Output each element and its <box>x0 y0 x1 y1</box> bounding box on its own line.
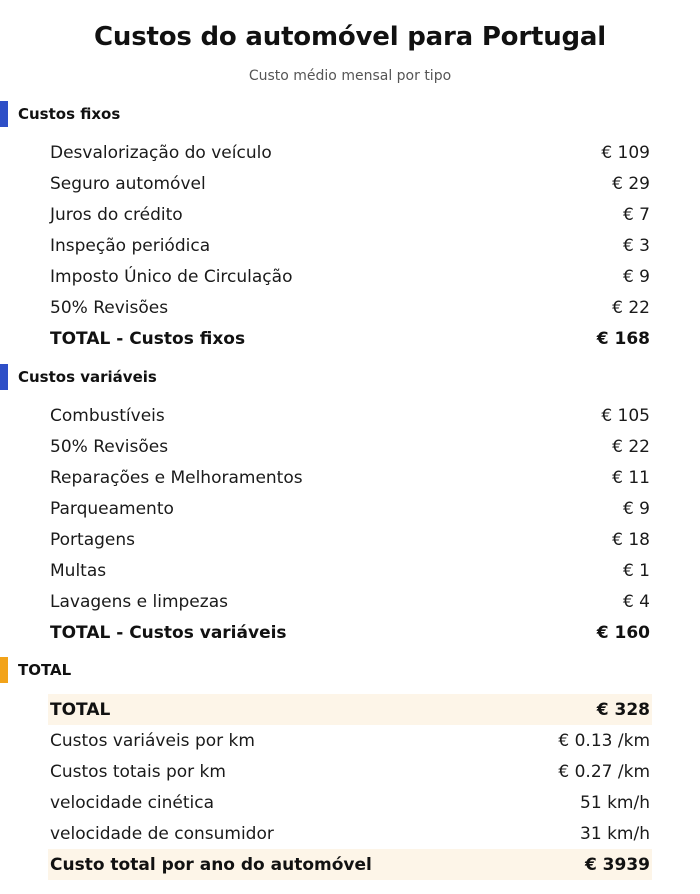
row-label: Combustíveis <box>50 405 165 426</box>
cost-row <box>48 493 652 524</box>
cost-row <box>48 586 652 617</box>
row-label: Multas <box>50 560 107 581</box>
row-value: € 3 <box>622 235 650 256</box>
row-value: € 29 <box>612 173 650 194</box>
total-row-fixed <box>48 323 652 354</box>
summary-row <box>48 725 652 756</box>
row-value: € 105 <box>601 405 650 426</box>
section-label: Custos fixos <box>18 105 121 123</box>
row-value: € 0.27 /km <box>558 761 650 782</box>
row-value: € 9 <box>622 498 650 519</box>
row-label: Desvalorização do veículo <box>50 142 272 163</box>
row-value: € 109 <box>601 142 650 163</box>
section-header-fixed <box>0 101 120 127</box>
row-label: Custos totais por km <box>50 761 226 782</box>
row-label: Portagens <box>50 529 135 550</box>
page-title: Custos do automóvel para Portugal <box>94 22 606 52</box>
grand-total-row <box>48 694 652 725</box>
row-label: Imposto Único de Circulação <box>50 266 293 287</box>
cost-row <box>48 137 652 168</box>
row-label: 50% Revisões <box>50 436 169 457</box>
row-value: € 7 <box>622 204 650 225</box>
summary-row <box>48 818 652 849</box>
row-label: Juros do crédito <box>50 204 183 225</box>
cost-row <box>48 462 652 493</box>
row-value: € 1 <box>622 560 650 581</box>
row-label: Lavagens e limpezas <box>50 591 228 612</box>
row-value: € 11 <box>612 467 650 488</box>
section-header-variable <box>0 364 157 390</box>
cost-row <box>48 261 652 292</box>
row-label: TOTAL - Custos variáveis <box>50 622 287 643</box>
annual-total-row <box>48 849 652 880</box>
row-label: velocidade cinética <box>50 792 215 813</box>
cost-row <box>48 555 652 586</box>
section-color-bar <box>0 657 8 683</box>
cost-row <box>48 199 652 230</box>
cost-row <box>48 230 652 261</box>
row-label: Reparações e Melhoramentos <box>50 467 303 488</box>
cost-row <box>48 400 652 431</box>
row-value: € 9 <box>622 266 650 287</box>
cost-row <box>48 431 652 462</box>
section-label: TOTAL <box>18 661 72 679</box>
row-label: Inspeção periódica <box>50 235 211 256</box>
row-value: € 22 <box>612 297 650 318</box>
section-label: Custos variáveis <box>18 368 157 386</box>
row-value: € 168 <box>596 328 650 349</box>
row-value: € 0.13 /km <box>558 730 650 751</box>
row-value: € 3939 <box>584 854 650 875</box>
row-value: € 18 <box>612 529 650 550</box>
cost-row <box>48 292 652 323</box>
row-label: velocidade de consumidor <box>50 823 274 844</box>
section-color-bar <box>0 364 8 390</box>
cost-row <box>48 168 652 199</box>
cost-row <box>48 524 652 555</box>
row-label: TOTAL <box>50 699 111 720</box>
row-value: € 160 <box>596 622 650 643</box>
row-label: TOTAL - Custos fixos <box>50 328 246 349</box>
page-subtitle: Custo médio mensal por tipo <box>248 68 452 84</box>
row-label: 50% Revisões <box>50 297 169 318</box>
row-value: € 4 <box>622 591 650 612</box>
section-header-total <box>0 657 71 683</box>
summary-row <box>48 756 652 787</box>
summary-row <box>48 787 652 818</box>
total-row-variable <box>48 617 652 648</box>
row-value: € 22 <box>612 436 650 457</box>
section-color-bar <box>0 101 8 127</box>
row-label: Parqueamento <box>50 498 174 519</box>
row-label: Custos variáveis por km <box>50 730 255 751</box>
row-value: 31 km/h <box>580 823 650 844</box>
row-value: € 328 <box>596 699 650 720</box>
row-value: 51 km/h <box>580 792 650 813</box>
row-label: Custo total por ano do automóvel <box>50 854 372 875</box>
row-label: Seguro automóvel <box>50 173 206 194</box>
